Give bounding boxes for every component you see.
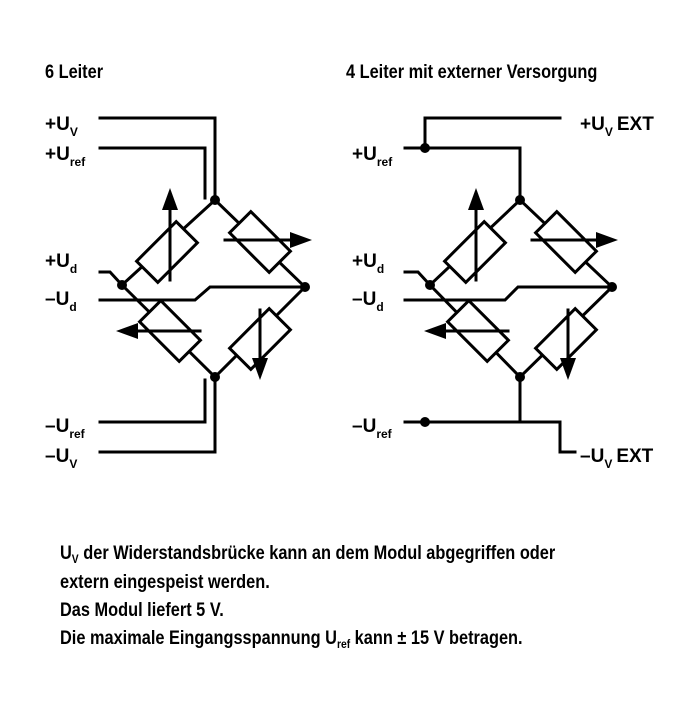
right-label-minus-uv-ext — [580, 446, 654, 471]
svg-text:+UVEXT: $+U_V$ EXT — [580, 114, 654, 139]
right-title: 4 Leiter mit externer Versorgung — [345, 60, 598, 83]
right-label-plus-uv-ext — [580, 114, 654, 139]
svg-text:–UVEXT: $-U_V$ EXT — [580, 446, 654, 471]
left-label-plus-uv — [45, 114, 78, 139]
svg-text:–Ud: $-U_d$ — [45, 289, 77, 314]
note-line-3: Das Modul liefert 5 V. — [60, 600, 224, 621]
left-bridge-wiring — [100, 118, 305, 452]
note-line-4: Die maximale Eingangsspannung $U_{ref}$ kann ± 15 V betragen. — [60, 628, 523, 651]
left-title: 6 Leiter — [45, 60, 104, 83]
svg-text:+Uref: $+U_{ref}$ — [45, 144, 86, 169]
left-label-minus-uref — [45, 416, 86, 441]
svg-text:–Uref: $-U_{ref}$ — [352, 416, 392, 441]
right-label-plus-ud — [352, 251, 384, 276]
left-variable-arrows — [116, 188, 312, 380]
note-line-2: extern eingespeist werden. — [60, 572, 270, 593]
left-label-plus-ud — [45, 251, 77, 276]
note-line-1: $U_V$ der Widerstandsbrücke kann an dem Modul abgegriffen oder — [60, 543, 556, 566]
right-bridge-wiring — [405, 118, 612, 452]
right-label-plus-uref — [352, 144, 393, 169]
left-label-minus-ud — [45, 289, 77, 314]
left-label-minus-uv — [45, 446, 77, 471]
svg-text:+Ud: $+U_d$ — [352, 251, 385, 276]
right-label-minus-ud — [352, 289, 384, 314]
svg-text:–Uref: $-U_{ref}$ — [45, 416, 85, 441]
resistor-top-left — [137, 222, 198, 283]
svg-text:+Uref: $+U_{ref}$ — [352, 144, 393, 169]
right-variable-arrows — [424, 188, 618, 380]
left-label-plus-uref — [45, 144, 86, 169]
svg-text:+UV: $+U_V$ — [45, 114, 78, 139]
svg-text:+Ud: $+U_d$ — [45, 251, 78, 276]
right-label-minus-uref — [352, 416, 393, 441]
svg-text:–UV: $-U_V$ — [45, 446, 78, 471]
svg-text:–Ud: $-U_d$ — [352, 289, 384, 314]
description-text — [60, 540, 593, 654]
